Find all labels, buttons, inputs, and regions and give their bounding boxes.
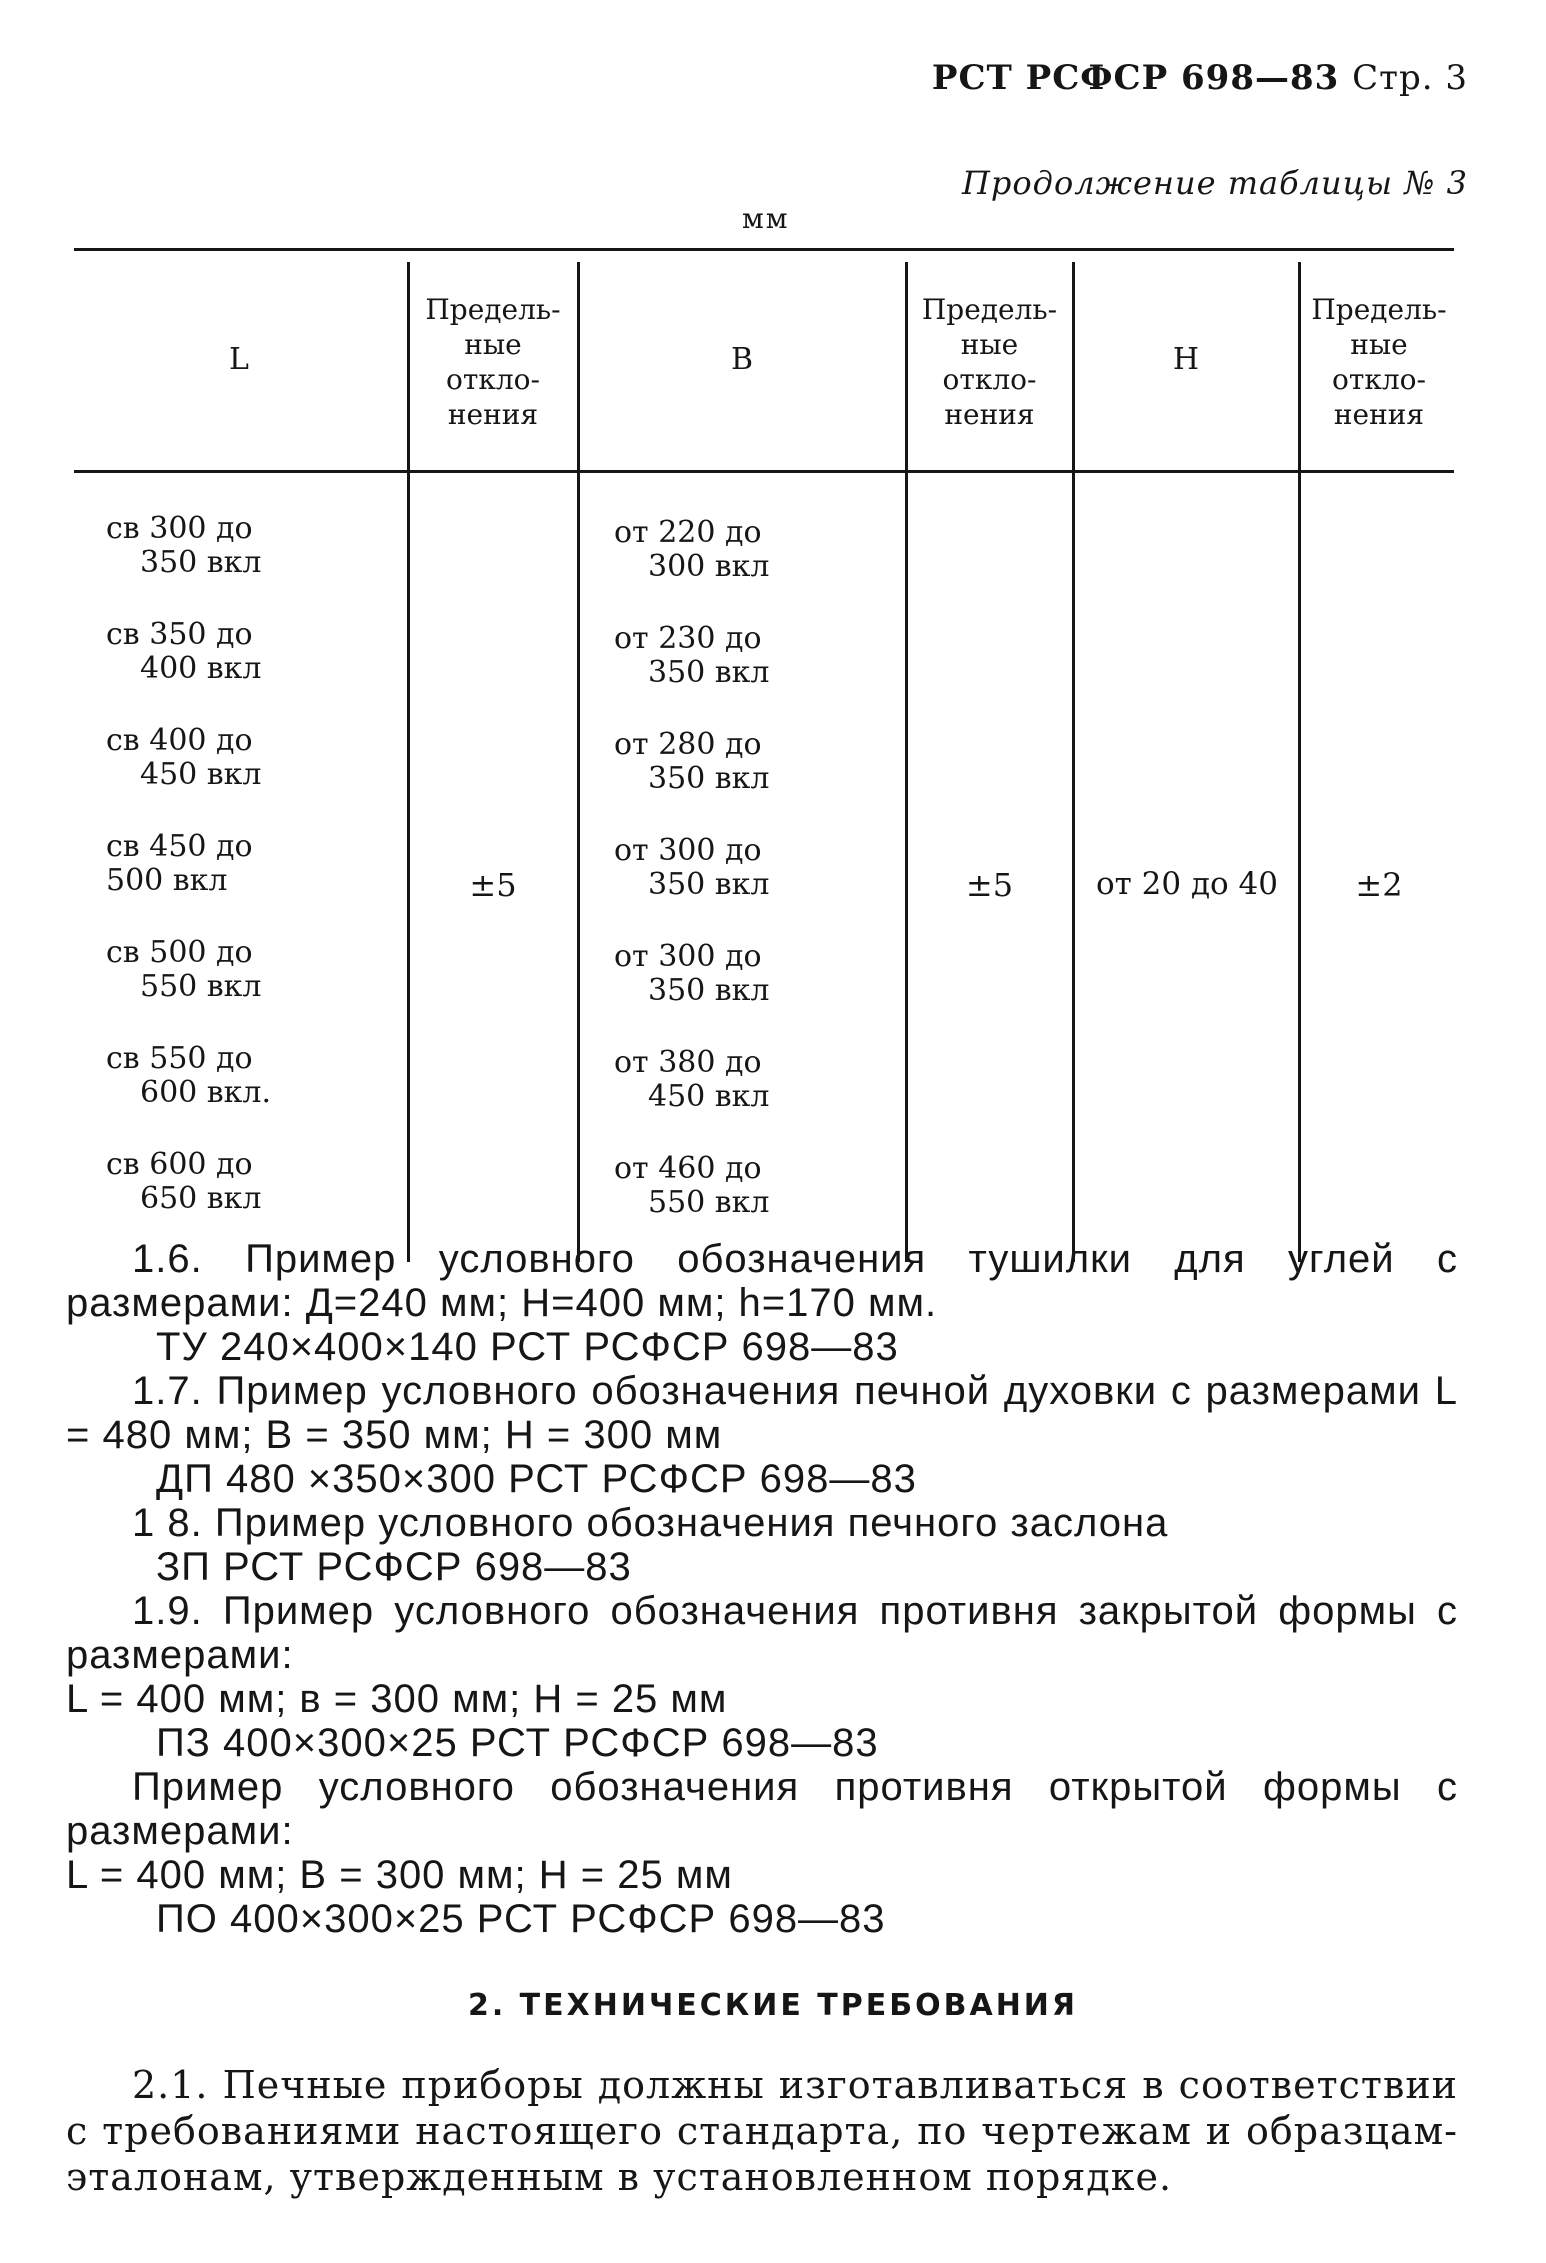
table-cell-l: св 400 до 450 вкл xyxy=(106,723,262,792)
page-number: Стр. 3 xyxy=(1352,58,1468,98)
table-continuation-label: Продолжение таблицы № 3 xyxy=(962,164,1468,202)
table-cell-b: от 230 до 350 вкл xyxy=(614,621,770,690)
column-header-l-deviation: Предель- ные откло- нения xyxy=(425,293,561,431)
h-range-value: от 20 до 40 xyxy=(1095,866,1279,902)
column-header-b-deviation: Предель- ные откло- нения xyxy=(921,293,1058,431)
table-divider xyxy=(1072,262,1075,1262)
table-cell-l: св 450 до 500 вкл xyxy=(106,829,253,898)
table-cell-b: от 300 до 350 вкл xyxy=(614,939,770,1008)
column-header-h-deviation: Предель- ные откло- нения xyxy=(1311,293,1447,431)
table-units: мм xyxy=(742,202,790,235)
column-header-l: L xyxy=(229,342,249,377)
table-cell-b: от 380 до 450 вкл xyxy=(614,1045,770,1114)
dimensions-line: L = 400 мм; в = 300 мм; Н = 25 мм xyxy=(66,1677,728,1721)
table-cell-b: от 280 до 350 вкл xyxy=(614,727,770,796)
table-cell-l: св 300 до 350 вкл xyxy=(106,511,262,580)
page-header xyxy=(932,58,1468,98)
paragraph-1-8: 1 8. Пример условного обозначения печного заслона xyxy=(132,1501,1169,1545)
designation-code: ДП 480 ×350×300 РСТ РСФСР 698—83 xyxy=(156,1457,917,1501)
table-cell-l: св 500 до 550 вкл xyxy=(106,935,262,1004)
designation-examples xyxy=(66,1237,1458,1941)
designation-code: ПО 400×300×25 РСТ РСФСР 698—83 xyxy=(156,1897,886,1941)
paragraph-1-9-open: Пример условного обозначения противня открытой формы с размерами: xyxy=(66,1765,1458,1853)
l-deviation-value: ±5 xyxy=(469,866,517,904)
h-deviation-value: ±2 xyxy=(1355,866,1403,904)
table-cell-b: от 300 до 350 вкл xyxy=(614,833,770,902)
table-top-rule xyxy=(74,248,1454,251)
paragraph-1-7: 1.7. Пример условного обозначения печной духовки с размерами L = 480 мм; В = 350 мм; Н = 300 мм xyxy=(66,1369,1458,1457)
section-title: 2. ТЕХНИЧЕСКИЕ ТРЕБОВАНИЯ xyxy=(467,1988,1079,2023)
designation-code: ЗП РСТ РСФСР 698—83 xyxy=(156,1545,632,1589)
paragraph-1-6: 1.6. Пример условного обозначения тушилки для углей с размерами: Д=240 мм; Н=400 мм; h=170 мм. xyxy=(66,1237,1458,1325)
column-header-h: Н xyxy=(1172,342,1200,377)
column-header-b: В xyxy=(730,342,754,377)
paragraph-2-1: 2.1. Печные приборы должны изготавливаться в соответствии с требованиями настоящего стандарта, по чертежам и образцам-эталонам, утвержденным в установленном порядке. xyxy=(66,2063,1458,2199)
paragraph-2-1-block xyxy=(66,2062,1458,2200)
table-cell-l: св 550 до 600 вкл. xyxy=(106,1041,272,1110)
paragraph-1-9: 1.9. Пример условного обозначения противня закрытой формы с размерами: xyxy=(66,1589,1458,1677)
table-cell-b: от 460 до 550 вкл xyxy=(614,1151,770,1220)
table-cell-l: св 600 до 650 вкл xyxy=(106,1147,262,1216)
table-cell-b: от 220 до 300 вкл xyxy=(614,515,770,584)
table-divider xyxy=(577,262,580,1262)
b-deviation-value: ±5 xyxy=(965,866,1014,904)
designation-code: ПЗ 400×300×25 РСТ РСФСР 698—83 xyxy=(156,1721,879,1765)
dimensions-line: L = 400 мм; В = 300 мм; Н = 25 мм xyxy=(66,1853,733,1897)
table-header-rule xyxy=(74,470,1454,473)
document-code: РСТ РСФСР 698—83 xyxy=(931,58,1340,98)
table-cell-l: св 350 до 400 вкл xyxy=(106,617,262,686)
designation-code: ТУ 240×400×140 РСТ РСФСР 698—83 xyxy=(156,1325,899,1369)
